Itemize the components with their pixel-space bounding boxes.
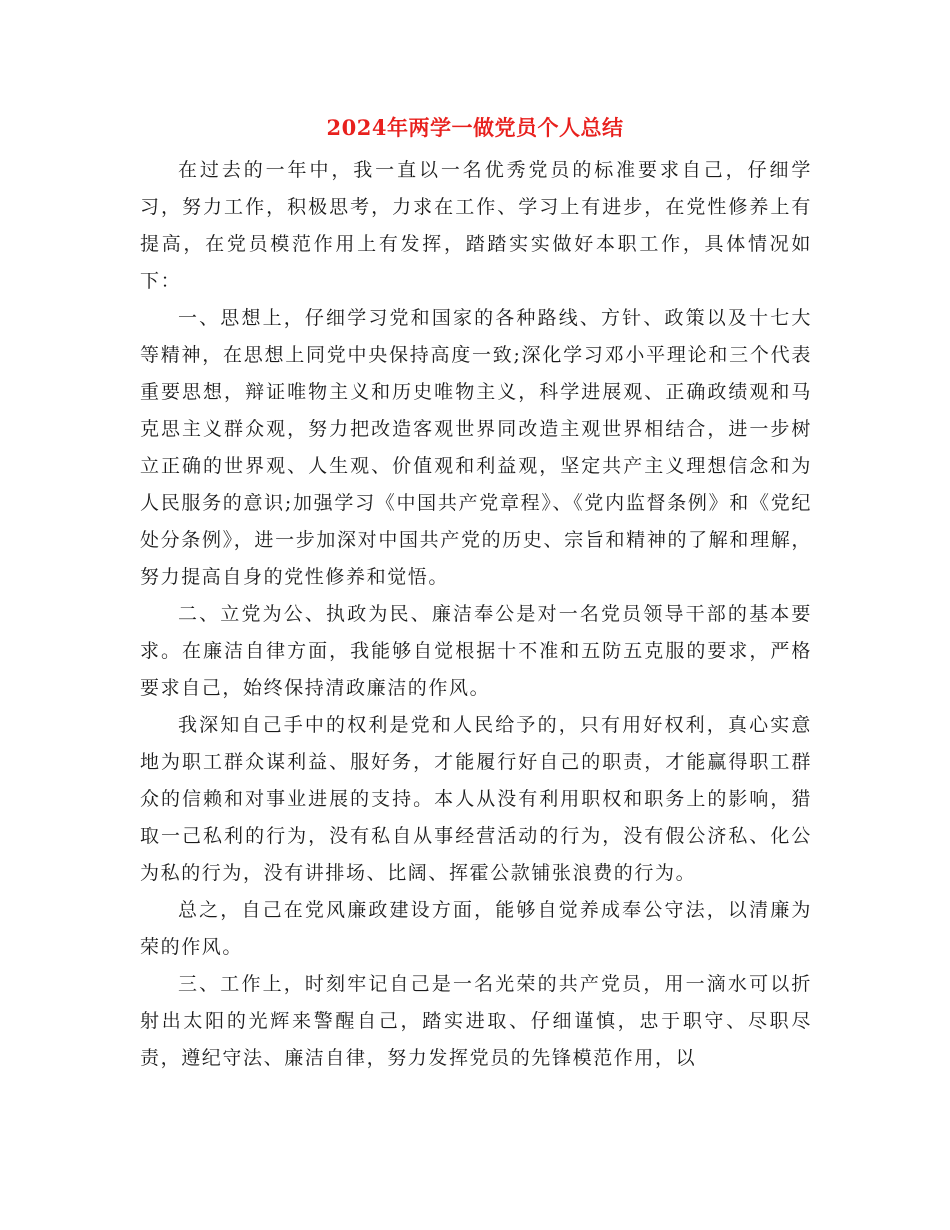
paragraph-summary: 总之，自己在党风廉政建设方面，能够自觉养成奉公守法，以清廉为荣的作风。 bbox=[140, 899, 812, 958]
document-body bbox=[140, 152, 812, 1077]
paragraph-ideology: 一、思想上，仔细学习党和国家的各种路线、方针、政策以及十七大等精神，在思想上同党中央保持高度一致;深化学习邓小平理论和三个代表重要思想，辩证唯物主义和历史唯物主义，科学进展观、正确政绩观和马克思主义群众观，努力把改造客观世界同改造主观世界相结合，进一步树立正确的世界观、人生观、价值观和利益观，坚定共产主义理想信念和为人民服务的意识;加强学习《中国共产党章程》、《党内监督条例》和《党纪处分条例》，进一步加深对中国共产党的历史、宗旨和精神的了解和理解，努力提高自身的党性修养和觉悟。 bbox=[140, 307, 812, 588]
paragraph-power: 我深知自己手中的权利是党和人民给予的，只有用好权利，真心实意地为职工群众谋利益、服好务，才能履行好自己的职责，才能赢得职工群众的信赖和对事业进展的支持。本人从没有利用职权和职务上的影响，猎取一己私利的行为，没有私自从事经营活动的行为，没有假公济私、化公为私的行为，没有讲排场、比阔、挥霍公款铺张浪费的行为。 bbox=[140, 714, 812, 884]
paragraph-integrity: 二、立党为公、执政为民、廉洁奉公是对一名党员领导干部的基本要求。在廉洁自律方面，我能够自觉根据十不准和五防五克服的要求，严格要求自己，始终保持清政廉洁的作风。 bbox=[140, 603, 812, 699]
paragraph-intro: 在过去的一年中，我一直以一名优秀党员的标准要求自己，仔细学习，努力工作，积极思考，力求在工作、学习上有进步，在党性修养上有提高，在党员模范作用上有发挥，踏踏实实做好本职工作，具体情况如下： bbox=[140, 159, 812, 292]
paragraph-work: 三、工作上，时刻牢记自己是一名光荣的共产党员，用一滴水可以折射出太阳的光辉来警醒自己，踏实进取、仔细谨慎，忠于职守、尽职尽责，遵纪守法、廉洁自律，努力发挥党员的先锋模范作用，以 bbox=[140, 973, 812, 1069]
document-title: 2024年两学一做党员个人总结 bbox=[326, 115, 624, 140]
